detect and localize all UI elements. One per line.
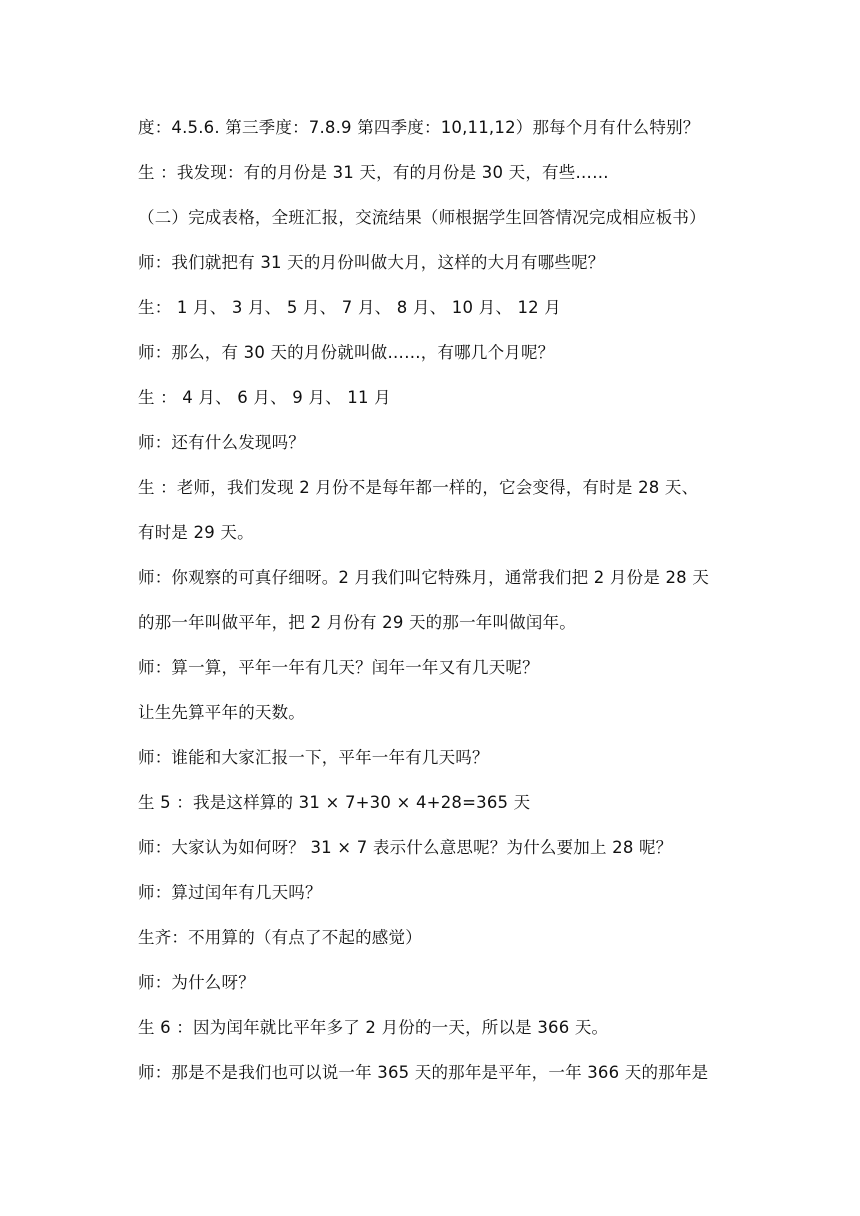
text-line-9: 生 ：老师，我们发现 2 月份不是每年都一样的，它会变得，有时是 28 天、	[138, 478, 699, 497]
text-line-5: 生： 1 月、 3 月、 5 月、 7 月、 8 月、 10 月、 12 月	[138, 298, 562, 317]
text-line-16: 生 5 ：我是这样算的 31 × 7+30 × 4+28=365 天	[138, 793, 531, 812]
text-line-12: 的那一年叫做平年，把 2 月份有 29 天的那一年叫做闰年。	[138, 613, 576, 632]
text-line-18: 师：算过闰年有几天吗？	[138, 883, 322, 902]
text-line-3: （二）完成表格，全班汇报，交流结果（师根据学生回答情况完成相应板书）	[138, 208, 706, 227]
text-line-15: 师：谁能和大家汇报一下，平年一年有几天吗？	[138, 748, 489, 767]
text-line-8: 师：还有什么发现吗？	[138, 433, 305, 452]
text-line-6: 师：那么，有 30 天的月份就叫做……，有哪几个月呢？	[138, 343, 555, 362]
text-line-1: 度：4.5.6. 第三季度：7.8.9 第四季度：10,11,12）那每个月有什么特别？	[138, 118, 700, 137]
text-line-13: 师：算一算，平年一年有几天？闰年一年又有几天呢？	[138, 658, 539, 677]
text-line-7: 生 ： 4 月、 6 月、 9 月、 11 月	[138, 388, 391, 407]
text-line-21: 生 6 ：因为闰年就比平年多了 2 月份的一天，所以是 366 天。	[138, 1018, 609, 1037]
text-line-19: 生齐：不用算的（有点了不起的感觉）	[138, 928, 422, 947]
text-line-14: 让生先算平年的天数。	[138, 703, 305, 722]
text-line-4: 师：我们就把有 31 天的月份叫做大月，这样的大月有哪些呢？	[138, 253, 605, 272]
text-line-17: 师：大家认为如何呀？ 31 × 7 表示什么意思呢？为什么要加上 28 呢？	[138, 838, 673, 857]
text-line-11: 师：你观察的可真仔细呀。2 月我们叫它特殊月，通常我们把 2 月份是 28 天	[138, 568, 710, 587]
text-line-10: 有时是 29 天。	[138, 523, 254, 542]
text-line-20: 师：为什么呀？	[138, 973, 255, 992]
text-line-22: 师：那是不是我们也可以说一年 365 天的那年是平年，一年 366 天的那年是	[138, 1063, 709, 1082]
text-line-2: 生 ：我发现：有的月份是 31 天，有的月份是 30 天，有些……	[138, 163, 609, 182]
